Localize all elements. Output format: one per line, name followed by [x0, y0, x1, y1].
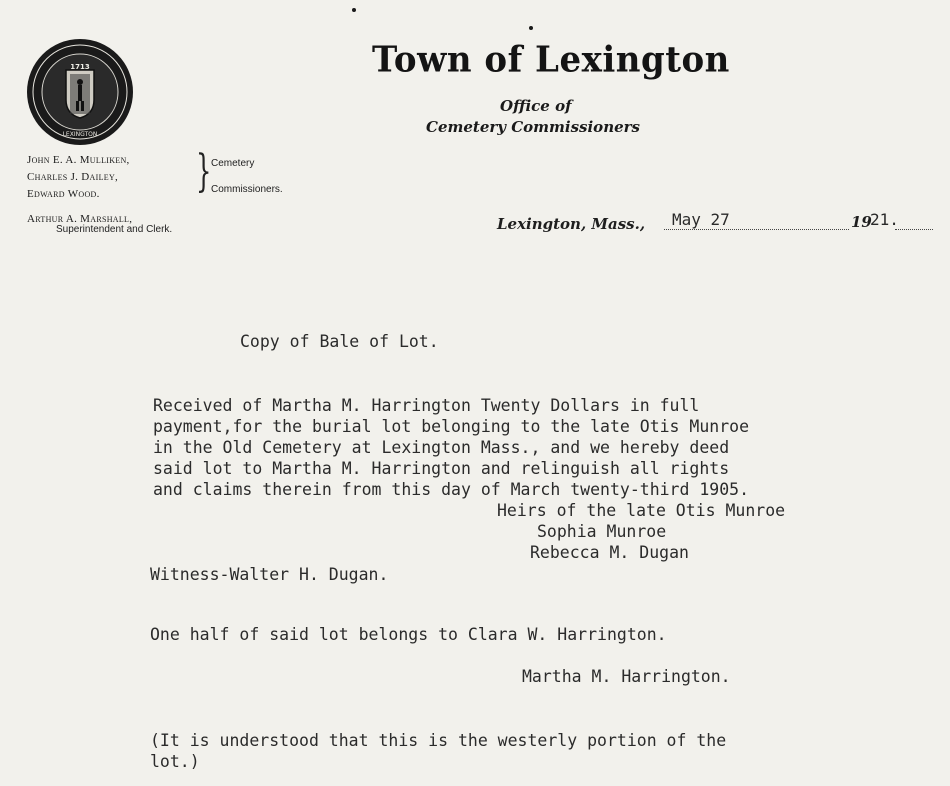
superintendent-title: Superintendent and Clerk.: [56, 224, 173, 235]
document-heading: Copy of Bale of Lot.: [240, 332, 439, 351]
receipt-paragraph: [153, 395, 749, 500]
signature-martha: Martha M. Harrington.: [522, 667, 731, 686]
commissioner-name: John E. A. Mulliken,: [27, 154, 130, 166]
superintendent-name: Arthur A. Marshall,: [27, 213, 133, 225]
paragraph-line: in the Old Cemetery at Lexington Mass., and we hereby deed: [153, 438, 730, 457]
heirs-line: Heirs of the late Otis Munroe: [497, 501, 786, 520]
signature-rebecca: Rebecca M. Dugan: [530, 543, 689, 562]
note-line: (It is understood that this is the westerly portion of the: [150, 731, 727, 750]
half-lot-note: One half of said lot belongs to Clara W. Harrington.: [150, 625, 667, 644]
date-dotted-line: [664, 229, 849, 230]
brace: }: [196, 146, 212, 197]
paragraph-line: Received of Martha M. Harrington Twenty Dollars in full: [153, 396, 700, 415]
dateline-year-suffix: 21.: [870, 210, 899, 229]
seal-text: LEXINGTON: [62, 131, 98, 138]
commissioner-name: Charles J. Dailey,: [27, 171, 119, 183]
office-line-1: Office of: [500, 97, 572, 115]
office-line-2: Cemetery Commissioners: [426, 118, 640, 136]
witness-line: Witness-Walter H. Dugan.: [150, 565, 389, 584]
dateline-date: May 27: [672, 210, 730, 229]
paragraph-line: payment,for the burial lot belonging to the late Otis Munroe: [153, 417, 750, 436]
commissioners-label-1: Cemetery: [211, 158, 255, 169]
town-seal: [26, 38, 134, 146]
dateline-place: Lexington, Mass.,: [497, 215, 646, 233]
dateline-year-prefix: 19: [851, 213, 872, 231]
signature-sophia: Sophia Munroe: [537, 522, 667, 541]
commissioners-label-2: Commissioners.: [211, 184, 283, 195]
westerly-portion-note: [150, 730, 726, 772]
note-line: lot.): [150, 752, 200, 771]
paragraph-line: said lot to Martha M. Harrington and relinguish all rights: [153, 459, 730, 478]
seal-year: 1713: [70, 63, 90, 71]
commissioner-name: Edward Wood.: [27, 188, 100, 200]
paper-speck: [352, 8, 356, 12]
year-dotted-line: [895, 229, 933, 230]
letterhead-title: Town of Lexington: [372, 39, 730, 81]
paragraph-line: and claims therein from this day of March twenty-third 1905.: [153, 480, 750, 499]
paper-speck: [529, 26, 533, 30]
